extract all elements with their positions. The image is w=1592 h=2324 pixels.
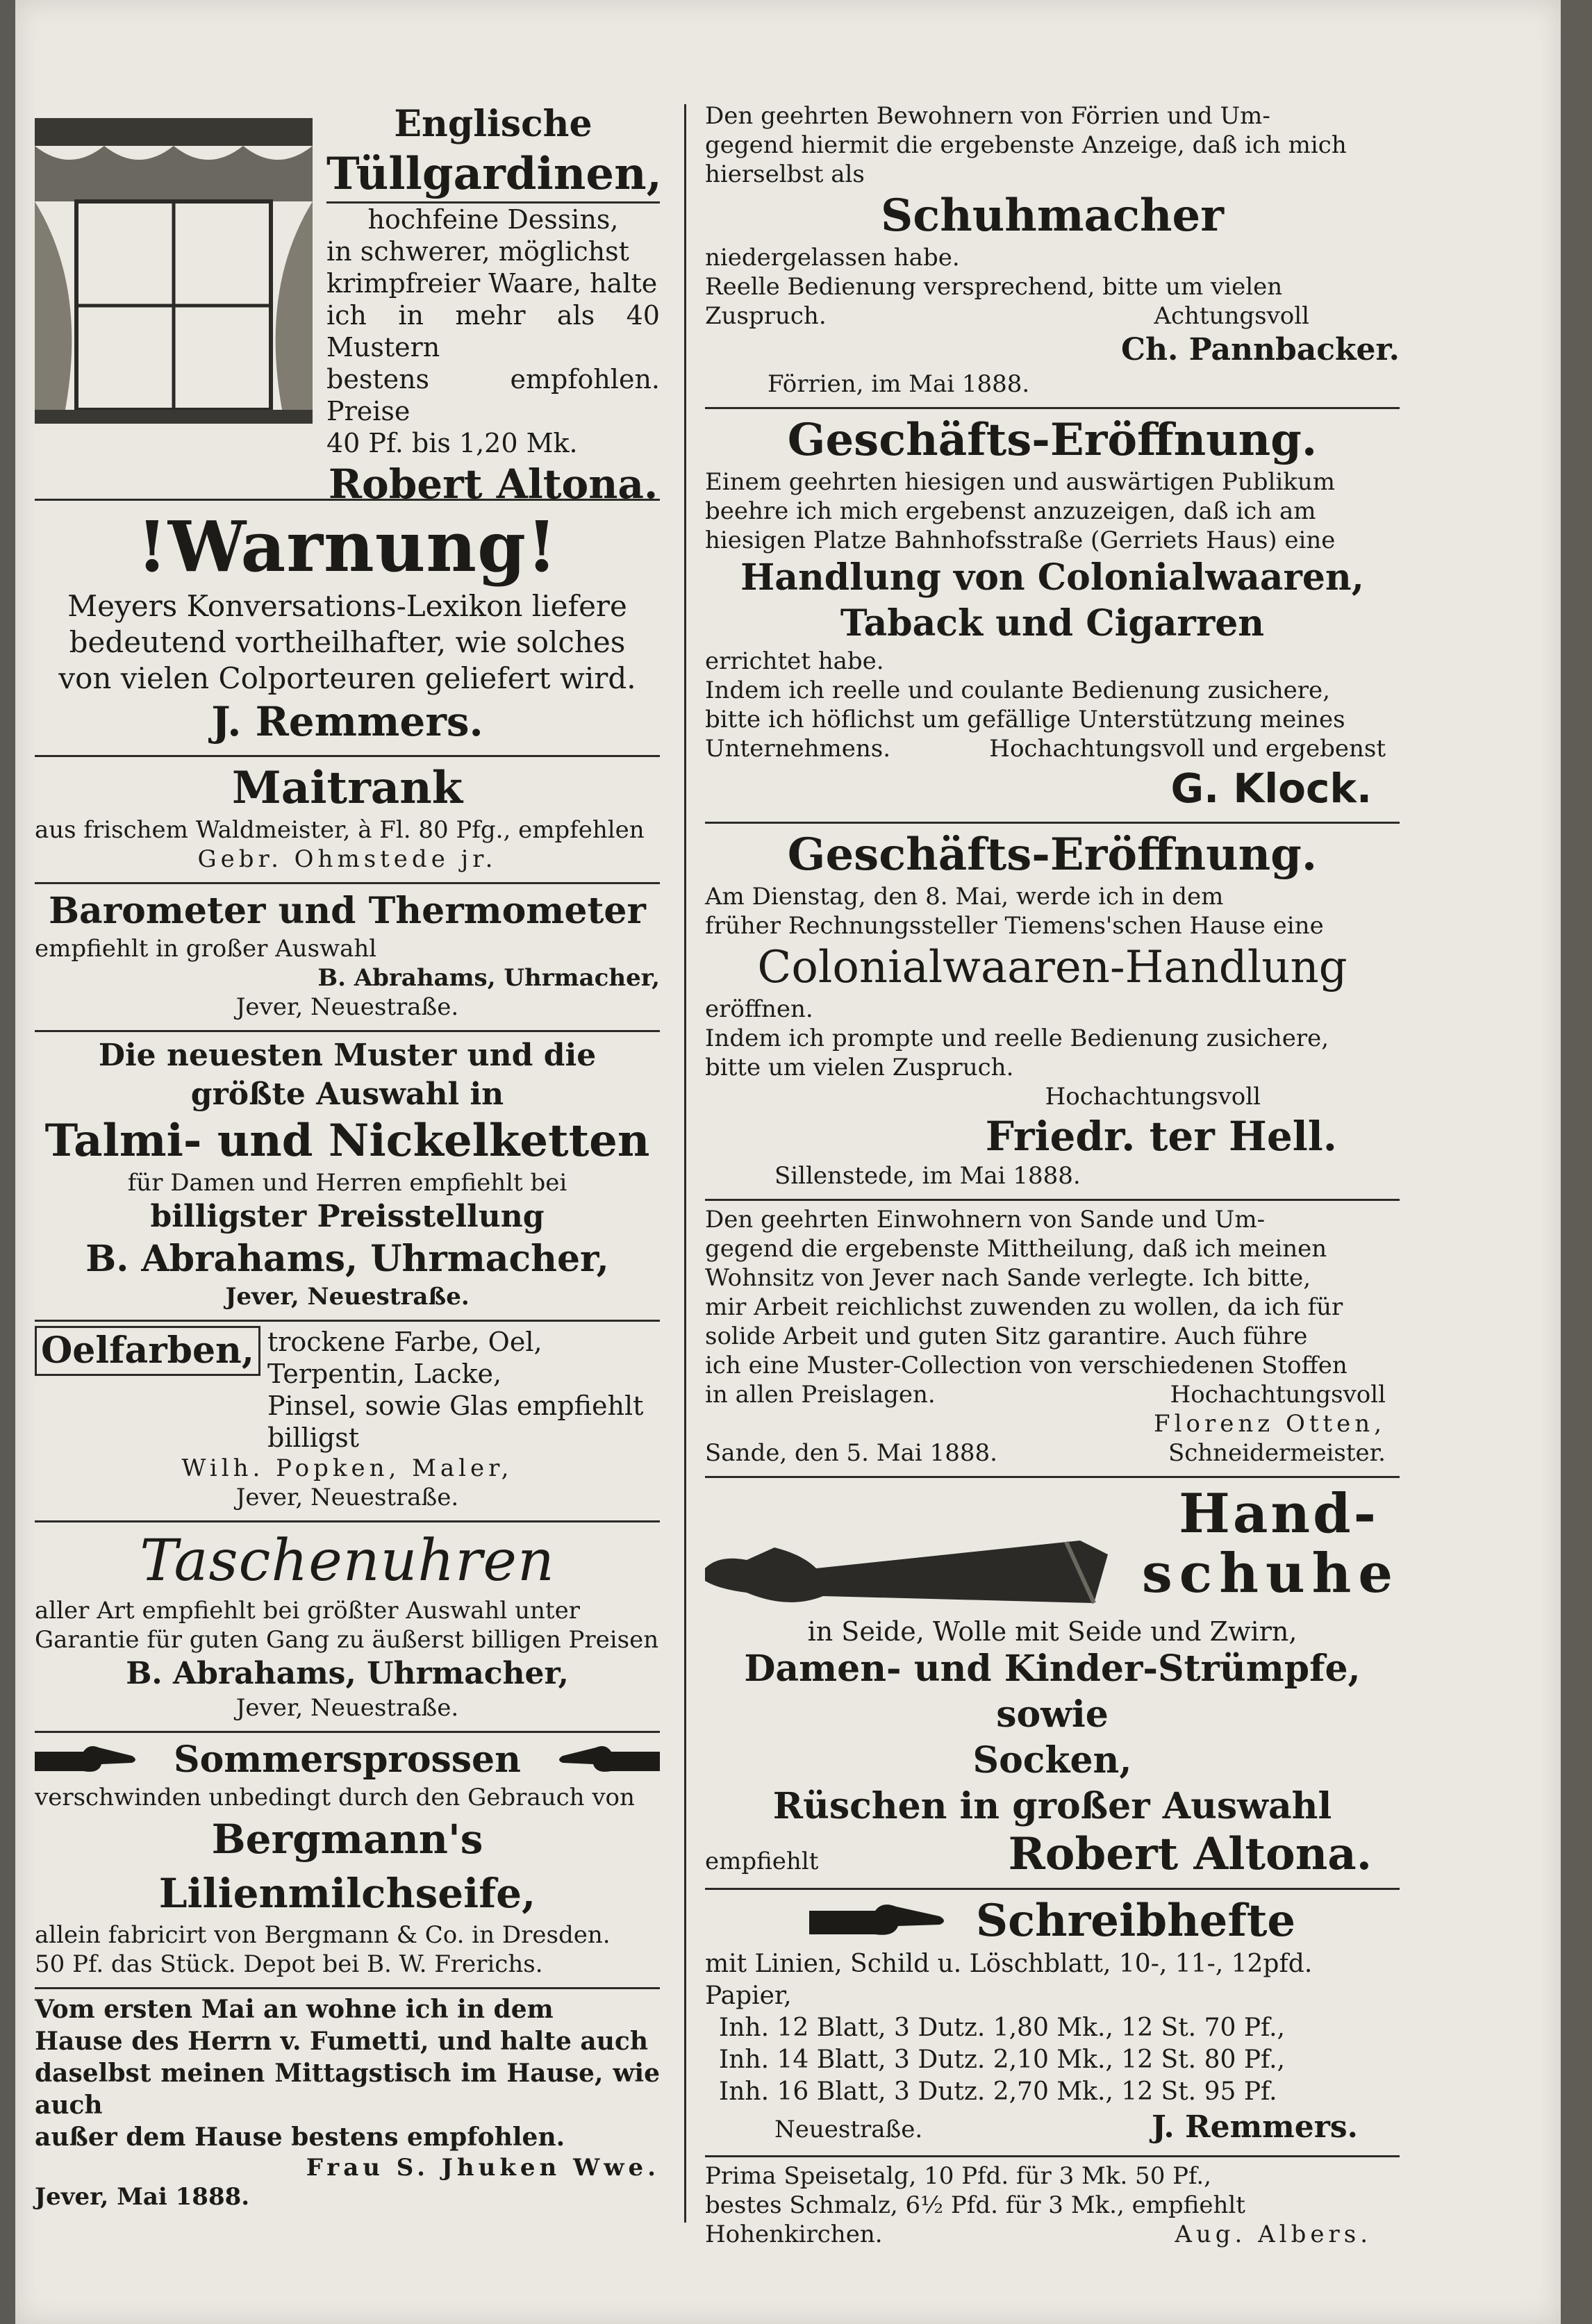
otten-line: mir Arbeit reichlichst zuwenden zu wollen, da ich für <box>705 1293 1343 1321</box>
barometer-sig-1: B. Abrahams, Uhrmacher, <box>317 964 660 992</box>
ketten-line-1: Die neuesten Muster und die <box>98 1038 597 1073</box>
otten-line-7: in allen Preislagen. <box>705 1381 936 1409</box>
hell-line-5: bitte um vielen Zuspruch. <box>705 1054 1014 1081</box>
handschuhe-recommend: empfiehlt <box>705 1848 819 1875</box>
ad-oelfarben <box>35 1322 660 1522</box>
mittag-line: Hause des Herrn v. Fumetti, und halte auch <box>35 2027 649 2056</box>
scan-left-edge <box>0 0 15 2324</box>
schuh-line-6: Zuspruch. <box>705 302 827 330</box>
ad-warnung <box>35 501 660 757</box>
albers-place: Hohenkirchen. <box>705 2221 883 2248</box>
ad-schuhmacher <box>705 97 1400 409</box>
klock-line-4: errichtet habe. <box>705 647 884 675</box>
uhren-sig-1: B. Abrahams, Uhrmacher, <box>126 1656 569 1691</box>
oelfarben-line: Pinsel, sowie Glas empfiehlt billigst <box>267 1391 644 1453</box>
maitrank-line-1: aus frischem Waldmeister, à Fl. 80 Pfg., empfehlen <box>35 816 645 844</box>
sommer-title: Sommersprossen <box>174 1738 521 1781</box>
hefte-line: Inh. 14 Blatt, 3 Dutz. 2,10 Mk., 12 St. 80 Pf., <box>719 2045 1285 2074</box>
tuell-title-1: Englische <box>394 103 592 145</box>
klock-line-7: Unternehmens. <box>705 735 891 763</box>
hefte-line: Inh. 12 Blatt, 3 Dutz. 1,80 Mk., 12 St. 70 Pf., <box>719 2014 1285 2042</box>
hell-line-4: Indem ich prompte und reelle Bedienung zusichere, <box>705 1024 1329 1052</box>
ad-maitrank <box>35 757 660 884</box>
ketten-line-3: für Damen und Herren empfiehlt bei <box>127 1169 567 1197</box>
pointing-hand-right-icon <box>35 1739 139 1781</box>
hell-line: früher Rechnungssteller Tiemens'schen Hause eine <box>705 912 1324 940</box>
tuell-line: hochfeine Dessins, <box>367 204 619 235</box>
otten-trade: Schneidermeister. <box>1168 1439 1386 1467</box>
tuell-text <box>326 204 660 459</box>
ketten-sig-2: Jever, Neuestraße. <box>225 1283 470 1311</box>
hell-signature: Friedr. ter Hell. <box>985 1113 1337 1160</box>
otten-line: gegend die ergebenste Mittheilung, daß ich meinen <box>705 1235 1327 1263</box>
warnung-line: von vielen Colporteuren geliefert wird. <box>58 661 636 695</box>
schuh-signature: Ch. Pannbacker. <box>1120 332 1400 367</box>
hell-respect: Hochachtungsvoll <box>1045 1083 1261 1111</box>
uhren-line-1: aller Art empfiehlt bei größter Auswahl unter <box>35 1597 580 1625</box>
otten-line: solide Arbeit und guten Sitz garantire. Auch führe <box>705 1322 1308 1350</box>
handschuhe-title-2: schuhe <box>1141 1542 1400 1605</box>
hefte-line: Inh. 16 Blatt, 3 Dutz. 2,70 Mk., 12 St. 95 Pf. <box>719 2077 1277 2106</box>
albers-signature: Aug. Albers. <box>1175 2221 1372 2248</box>
warnung-title: !Warnung! <box>137 506 558 588</box>
pointing-hand-right-icon <box>809 1897 948 1945</box>
handschuhe-title-5: Rüschen in großer Auswahl <box>772 1785 1332 1827</box>
klock-line-5: Indem ich reelle und coulante Bedienung zusichere, <box>705 677 1330 704</box>
handschuhe-line-1: in Seide, Wolle mit Seide und Zwirn, <box>807 1616 1297 1647</box>
schuh-line-2: gegend hiermit die ergebenste Anzeige, daß ich mich <box>705 131 1347 159</box>
schuh-line-5: Reelle Bedienung versprechend, bitte um vielen <box>705 273 1283 301</box>
mittag-line: Vom ersten Mai an wohne ich in dem <box>35 1995 554 2024</box>
ketten-line-2: größte Auswahl in <box>190 1077 504 1112</box>
tuell-line: 40 Pf. bis 1,20 Mk. <box>326 428 578 458</box>
curtain-illustration <box>35 118 313 424</box>
klock-title-3: Taback und Cigarren <box>840 602 1265 645</box>
schuh-line-3: hierselbst als <box>705 160 865 188</box>
mittag-line: daselbst meinen Mittagstisch im Hause, wie auch <box>35 2059 660 2120</box>
klock-title: Geschäfts-Eröffnung. <box>787 414 1318 466</box>
sommer-title-2: Bergmann's Lilienmilchseife, <box>158 1816 536 1917</box>
ad-handschuhe <box>705 1478 1400 1890</box>
handschuhe-title-1: Hand- <box>1179 1482 1379 1545</box>
klock-signature: G. Klock. <box>1170 765 1372 812</box>
klock-line-6: bitte ich höflichst um gefällige Unterstützung meines <box>705 706 1345 733</box>
ketten-line-4: billigster Preisstellung <box>150 1199 545 1234</box>
pointing-hand-left-icon <box>556 1739 660 1781</box>
mittag-signature: Frau S. Jhuken Wwe. <box>306 2154 660 2182</box>
handschuhe-title-4: Socken, <box>972 1739 1132 1782</box>
schuh-line-1: Den geehrten Bewohnern von Förrien und Um- <box>705 102 1270 130</box>
ad-geschaeft-hell <box>705 824 1400 1201</box>
otten-date: Sande, den 5. Mai 1888. <box>705 1439 997 1467</box>
albers-line-1: Prima Speisetalg, 10 Pfd. für 3 Mk. 50 Pf., <box>705 2162 1211 2190</box>
albers-line-2: bestes Schmalz, 6½ Pfd. für 3 Mk., empfiehlt <box>705 2191 1245 2219</box>
otten-respect: Hochachtungsvoll <box>1170 1381 1386 1409</box>
ad-sommersprossen <box>35 1733 660 1989</box>
sommer-line-1: verschwinden unbedingt durch den Gebrauch von <box>35 1784 635 1811</box>
klock-respect: Hochachtungsvoll und ergebenst <box>989 735 1386 763</box>
oelfarben-line: trockene Farbe, Oel, Terpentin, Lacke, <box>267 1327 542 1389</box>
uhren-sig-2: Jever, Neuestraße. <box>235 1694 459 1722</box>
ad-schreibhefte <box>705 1890 1400 2157</box>
warnung-signature: J. Remmers. <box>211 698 483 745</box>
oelfarben-title: Oelfarben, <box>35 1326 260 1376</box>
hefte-line: mit Linien, Schild u. Löschblatt, 10-, 11-, 12pfd. Papier, <box>705 1950 1313 2010</box>
otten-line: Den geehrten Einwohnern von Sande und Um- <box>705 1206 1266 1234</box>
handschuhe-signature: Robert Altona. <box>1008 1828 1372 1880</box>
hell-title-2: Colonialwaaren-Handlung <box>757 942 1348 993</box>
glove-illustration <box>705 1527 1108 1617</box>
left-column <box>35 97 660 2220</box>
mittag-line: außer dem Hause bestens empfohlen. <box>35 2123 565 2152</box>
mittag-date: Jever, Mai 1888. <box>35 2183 250 2211</box>
klock-line: Einem geehrten hiesigen und auswärtigen Publikum <box>705 468 1335 496</box>
schuh-date: Förrien, im Mai 1888. <box>768 370 1030 398</box>
tuell-signature: Robert Altona. <box>328 460 658 508</box>
warnung-line: Meyers Konversations-Lexikon liefere <box>67 589 627 623</box>
uhren-line-2: Garantie für guten Gang zu äußerst billigen Preisen <box>35 1626 659 1654</box>
hell-date: Sillenstede, im Mai 1888. <box>774 1162 1081 1190</box>
klock-line: hiesigen Platze Bahnhofsstraße (Gerriets Haus) eine <box>705 526 1336 554</box>
maitrank-line-2: Gebr. Ohmstede jr. <box>197 845 497 873</box>
otten-line: ich eine Muster-Collection von verschiedenen Stoffen <box>705 1352 1348 1379</box>
tuell-title-2: Tüllgardinen, <box>326 147 660 204</box>
oelfarben-sig-2: Jever, Neuestraße. <box>235 1484 459 1511</box>
right-column <box>705 97 1400 2257</box>
oelfarben-sig-1: Wilh. Popken, Maler, <box>181 1454 513 1482</box>
klock-title-2: Handlung von Colonialwaaren, <box>740 556 1364 599</box>
sommer-line-2: allein fabricirt von Bergmann & Co. in Dresden. <box>35 1921 611 1949</box>
klock-line: beehre ich mich ergebenst anzuzeigen, daß ich am <box>705 497 1316 525</box>
schuh-respect: Achtungsvoll <box>1154 302 1309 330</box>
tuell-line: bestens empfohlen. Preise <box>326 364 660 426</box>
ketten-sig-1: B. Abrahams, Uhrmacher, <box>85 1238 609 1280</box>
barometer-sig-2: Jever, Neuestraße. <box>235 993 459 1021</box>
sommer-line-3: 50 Pf. das Stück. Depot bei B. W. Frerichs. <box>35 1950 543 1978</box>
barometer-line: empfiehlt in großer Auswahl <box>35 935 377 963</box>
tuell-line: ich in mehr als 40 Mustern <box>326 300 660 363</box>
ketten-title: Talmi- und Nickelketten <box>44 1115 650 1167</box>
schuh-title: Schuhmacher <box>881 190 1224 242</box>
ad-tuellgardinen <box>35 97 662 508</box>
ad-barometer <box>35 884 660 1032</box>
ad-albers <box>705 2157 1400 2257</box>
scan-right-edge <box>1561 0 1592 2324</box>
tuell-line: krimpfreier Waare, halte <box>326 268 658 299</box>
hell-line: Am Dienstag, den 8. Mai, werde ich in dem <box>705 883 1224 911</box>
warnung-line: bedeutend vortheilhafter, wie solches <box>69 625 626 659</box>
hefte-signature: J. Remmers. <box>1152 2109 1358 2145</box>
tuell-line: in schwerer, möglichst <box>326 236 629 267</box>
schuh-line-4: niedergelassen habe. <box>705 244 960 272</box>
hefte-title: Schreibhefte <box>975 1895 1296 1947</box>
otten-signature: Florenz Otten, <box>1154 1410 1386 1438</box>
ad-mittagstisch <box>35 1989 660 2220</box>
handschuhe-title-3: Damen- und Kinder-Strümpfe, sowie <box>744 1647 1361 1736</box>
hell-title: Geschäfts-Eröffnung. <box>787 829 1318 881</box>
hell-line-3: eröffnen. <box>705 995 813 1023</box>
ad-taschenuhren <box>35 1522 660 1733</box>
uhren-title: Taschenuhren <box>140 1528 555 1594</box>
ad-geschaeft-klock <box>705 409 1400 824</box>
hefte-street: Neuestraße. <box>774 2116 923 2143</box>
column-divider <box>684 104 686 2223</box>
otten-line: Wohnsitz von Jever nach Sande verlegte. Ich bitte, <box>705 1264 1311 1292</box>
barometer-title: Barometer und Thermometer <box>49 890 646 932</box>
ad-otten <box>705 1201 1400 1478</box>
maitrank-title: Maitrank <box>231 762 463 814</box>
ad-ketten <box>35 1032 660 1322</box>
